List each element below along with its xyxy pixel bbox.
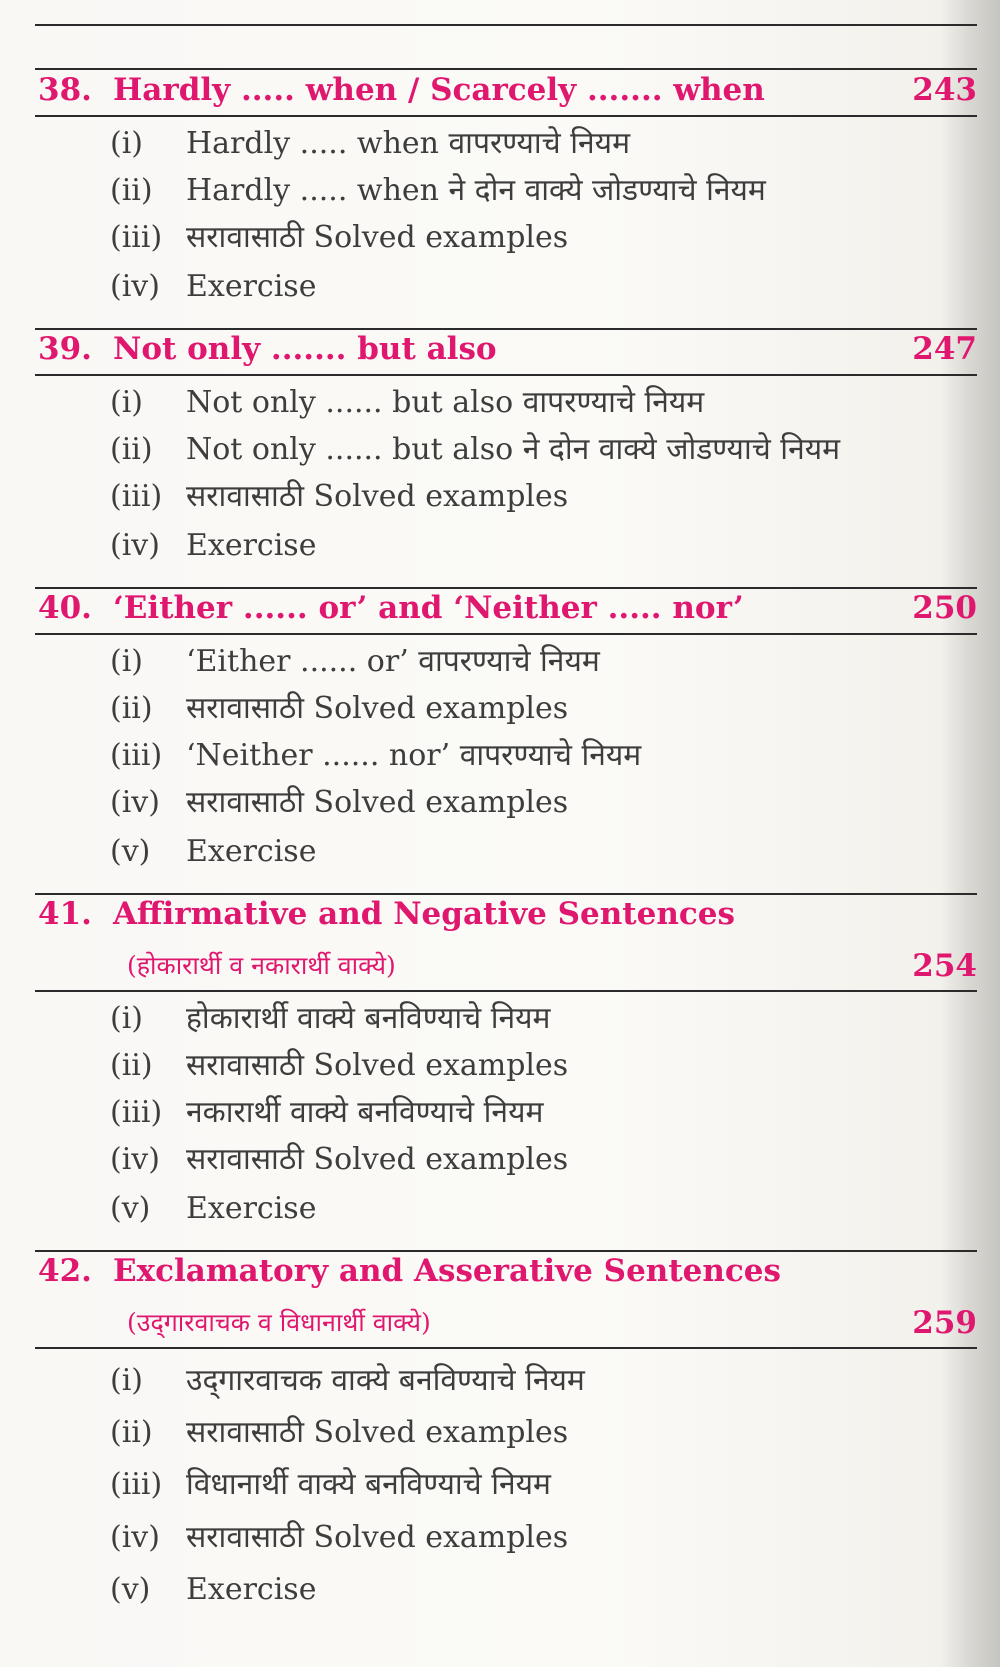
list-item [110,477,568,517]
item-numeral: (ii) [110,432,153,467]
item-numeral: (iii) [110,738,163,773]
item-text: सरावासाठी Solved examples [186,479,569,514]
chapter-divider [35,633,977,635]
top-divider [35,24,977,26]
item-text: सरावासाठी Solved examples [186,220,569,255]
item-numeral: (iii) [110,1095,163,1130]
list-item [110,1140,568,1180]
item-text: Exercise [186,1572,317,1607]
chapter-divider [35,115,977,117]
item-text: Not only ...... but also ने दोन वाक्ये जोडण्याचे नियम [186,432,841,467]
item-numeral: (ii) [110,1048,153,1083]
list-item [110,736,641,776]
item-text: सरावासाठी Solved examples [186,1520,569,1555]
list-item [110,218,568,258]
item-numeral: (i) [110,1363,144,1398]
chapter-page-number: 250 [912,590,977,626]
chapter-page-number: 247 [912,331,977,367]
item-numeral: (iv) [110,1520,160,1555]
list-item [110,430,840,470]
list-item [110,1518,568,1558]
item-numeral: (v) [110,1191,151,1226]
item-numeral: (iii) [110,220,163,255]
item-text: ‘Either ...... or’ वापरण्याचे नियम [186,644,600,679]
item-numeral: (i) [110,126,144,161]
chapter-number: 40. [38,590,92,626]
item-numeral: (i) [110,385,144,420]
chapter-number: 41. [38,896,92,932]
item-numeral: (iv) [110,269,160,304]
item-text: होकारार्थी वाक्ये बनविण्याचे नियम [186,1001,551,1036]
item-text: ‘Neither ...... nor’ वापरण्याचे नियम [186,738,642,773]
item-numeral: (iv) [110,528,160,563]
item-text: विधानार्थी वाक्ये बनविण्याचे नियम [186,1467,551,1502]
item-numeral: (iii) [110,479,163,514]
list-item [110,1361,585,1401]
item-numeral: (i) [110,1001,144,1036]
chapter-page-number: 259 [912,1305,977,1341]
item-text: सरावासाठी Solved examples [186,785,569,820]
chapter-subtitle: (उद्‌गारवाचक व विधानार्थी वाक्ये) [127,1308,431,1337]
chapter-divider [35,1347,977,1349]
item-text: Exercise [186,528,317,563]
item-numeral: (i) [110,644,144,679]
item-text: Exercise [186,1191,317,1226]
chapter-number: 38. [38,72,92,108]
item-numeral: (ii) [110,691,153,726]
item-numeral: (v) [110,1572,151,1607]
chapter-page-number: 254 [912,948,977,984]
item-text: नकारार्थी वाक्ये बनविण्याचे नियम [186,1095,544,1130]
chapter-number: 42. [38,1253,92,1289]
list-item [110,783,568,823]
item-text: सरावासाठी Solved examples [186,1415,569,1450]
list-item [110,832,316,872]
item-text: Hardly ..... when वापरण्याचे नियम [186,126,631,161]
list-item [110,1093,543,1133]
list-item [110,171,766,211]
item-numeral: (ii) [110,173,153,208]
item-numeral: (ii) [110,1415,153,1450]
item-text: Exercise [186,834,317,869]
list-item [110,1465,551,1505]
chapter-page-number: 243 [912,72,977,108]
list-item [110,267,316,307]
chapter-title: Affirmative and Negative Sentences [113,896,735,932]
list-item [110,1189,316,1229]
list-item [110,1046,568,1086]
chapter-title: ‘Either ...... or’ and ‘Neither ..... nor’ [113,590,744,626]
list-item [110,124,630,164]
item-text: Not only ...... but also वापरण्याचे नियम [186,385,705,420]
chapter-subtitle: (होकारार्थी व नकारार्थी वाक्ये) [127,951,396,980]
chapter-divider [35,374,977,376]
list-item [110,383,704,423]
item-text: सरावासाठी Solved examples [186,1048,569,1083]
list-item [110,1413,568,1453]
list-item [110,999,550,1039]
chapter-title: Hardly ..... when / Scarcely ....... when [113,72,765,108]
chapter-number: 39. [38,331,92,367]
item-numeral: (iv) [110,1142,160,1177]
chapter-divider [35,990,977,992]
item-text: उद्‌गारवाचक वाक्ये बनविण्याचे नियम [186,1363,585,1398]
chapter-title: Not only ....... but also [113,331,497,367]
chapter-title: Exclamatory and Asserative Sentences [113,1253,781,1289]
item-numeral: (iv) [110,785,160,820]
item-text: Exercise [186,269,317,304]
item-text: सरावासाठी Solved examples [186,691,569,726]
list-item [110,1570,316,1610]
item-text: सरावासाठी Solved examples [186,1142,569,1177]
item-numeral: (v) [110,834,151,869]
list-item [110,689,568,729]
item-numeral: (iii) [110,1467,163,1502]
list-item [110,526,316,566]
item-text: Hardly ..... when ने दोन वाक्ये जोडण्याचे नियम [186,173,766,208]
list-item [110,642,600,682]
